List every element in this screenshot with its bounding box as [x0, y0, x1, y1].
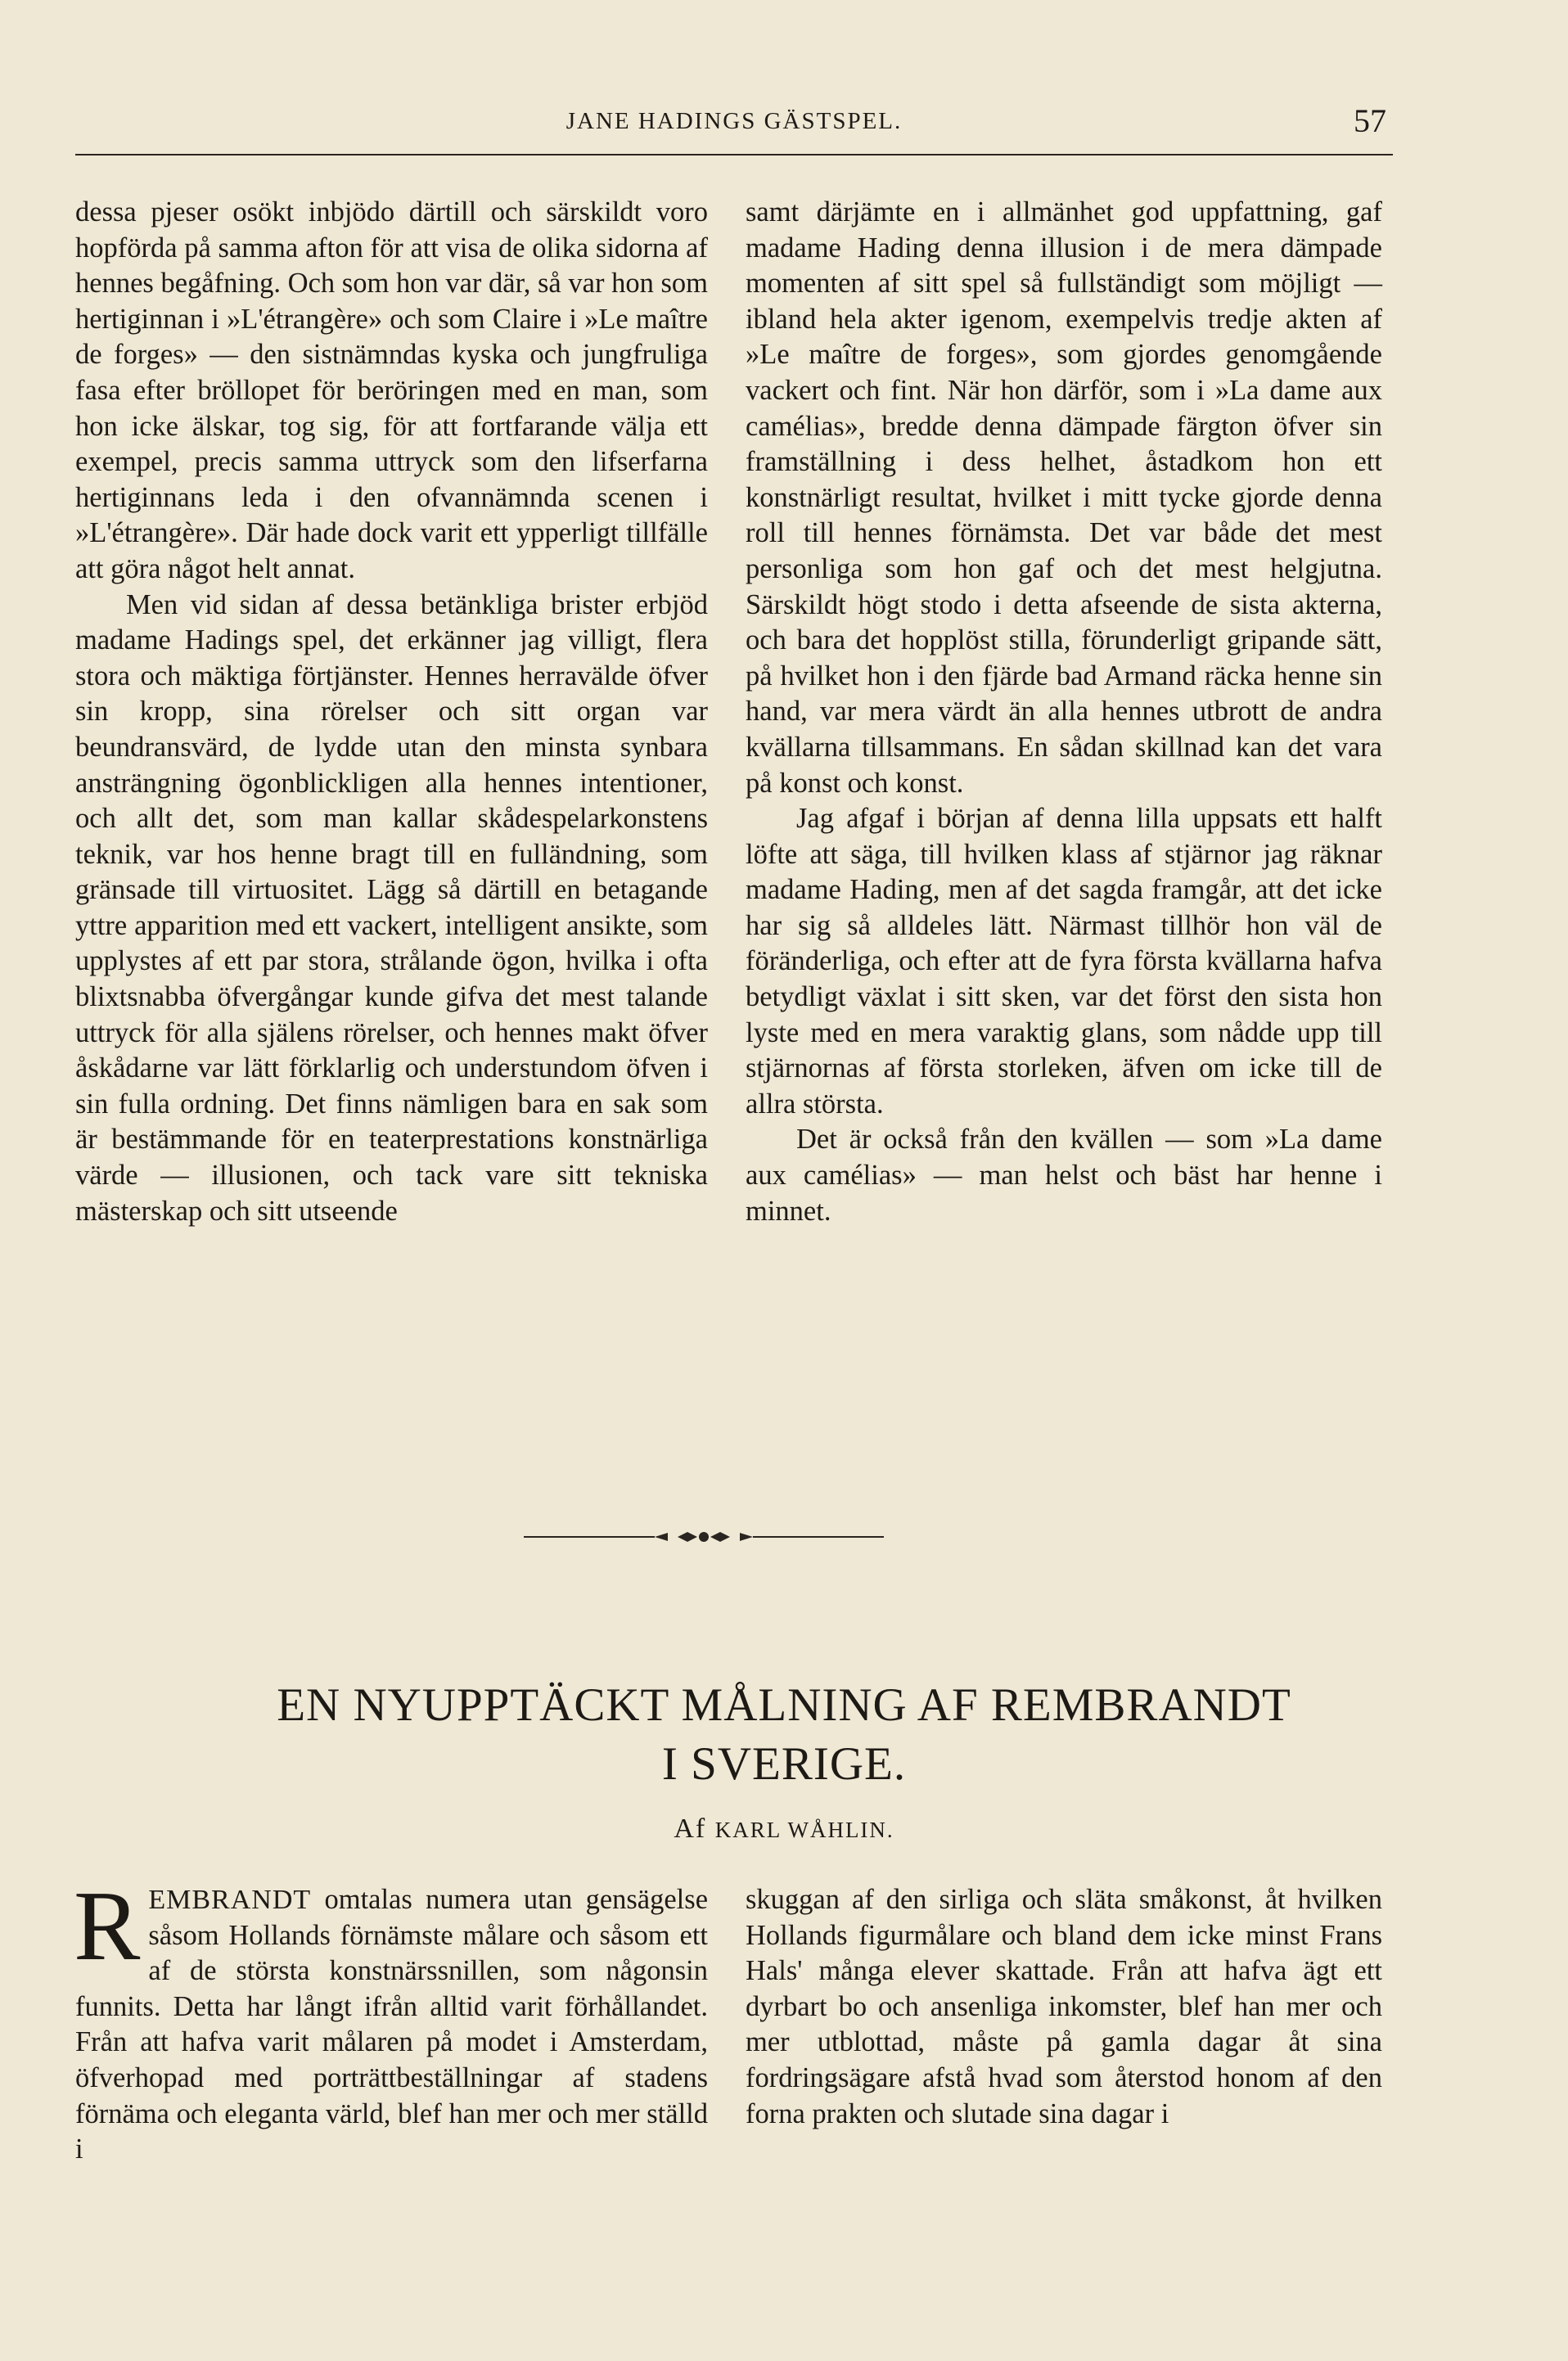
running-title: JANE HADINGS GÄSTSPEL.: [565, 108, 903, 134]
paragraph: samt därjämte en i allmänhet god uppfattning, gaf madame Hading denna illusion i de mera dämpade momenten af sitt spel så fullständigt som möjligt — ibland hela akter igenom, exempelvis tredje akten af »Le maître de forges», som gjordes genomgående vackert och fint. När hon därför, som i »La dame aux camélias», bredde denna dämpade färgton öfver sin framställning i dess helhet, åstadkom hon ett konstnärligt resultat, hvilket i mitt tycke gjorde denna roll till hennes förnämsta. Det var både det mest personliga som hon gaf och det mest helgjutna. Särskildt högt stodo i detta afseende de sista akterna, och bara det hopplöst stilla, förunderligt gripande sätt, på hvilket hon i den fjärde bad Armand räcka henne sin hand, var mera värdt än alla hennes utbrott de andra kvällarna tillsammans. En sådan skillnad kan det vara på konst och konst.: [746, 196, 1382, 799]
byline: [0, 1814, 1568, 1845]
section-divider-ornament: [524, 1529, 884, 1545]
page-number: 57: [1354, 102, 1386, 139]
lead-word: EMBRANDT: [148, 1885, 312, 1915]
drop-cap: R: [74, 1871, 141, 1981]
byline-name: KARL WÅHLIN.: [714, 1818, 894, 1842]
article-right-column: [746, 1882, 1382, 2132]
paragraph: Det är också från den kvällen — som »La dame aux camélias» — man helst och bäst har henne i minnet.: [746, 1124, 1382, 1227]
article-title-line-1: EN NYUPPTÄCKT MÅLNING AF REMBRANDT: [277, 1679, 1291, 1731]
article-left-text: omtalas numera utan gensägelse såsom Hollands förnämste målare och såsom ett af de största konstnärssnillen, som någonsin funnits. Detta har långt ifrån alltid varit förhållandet. Från att hafva varit målaren på modet i Amsterdam, öfverhopad med porträttbeställningar af stadens förnäma och eleganta värld, blef han mer och mer ställd i: [75, 1884, 709, 2165]
upper-left-column: [75, 195, 708, 1229]
byline-prefix: Af: [674, 1814, 707, 1844]
article-left-column: [74, 1871, 709, 2168]
upper-right-column: [746, 195, 1382, 1229]
paragraph: Men vid sidan af dessa betänkliga brister erbjöd madame Hadings spel, det erkänner jag villigt, flera stora och mäktiga förtjänster. Hennes herravälde öfver sin kropp, sina rörelser och sitt organ var beundransvärd, de lydde utan den minsta synbara ansträngning ögonblickligen alla hennes intentioner, och allt det, som man kallar skådespelarkonstens teknik, var hos henne bragt till en fulländning, som gränsade till virtuositet. Lägg så därtill en betagande yttre apparition med ett vackert, intelligent ansikte, som upplystes af ett par stora, strålande ögon, hvilka i ofta blixtsnabba öfvergångar kunde gifva det mest talande uttryck för alla själens rörelser, och hennes makt öfver åskådarne var lätt förklarlig och understundom öfven i sin fulla ordning. Det finns nämligen bara en sak som är bestämmande för en teaterprestations konstnärliga värde — illusionen, och tack vare sitt tekniska mästerskap och sitt utseende: [75, 588, 708, 1227]
paragraph: dessa pjeser osökt inbjödo därtill och särskildt voro hopförda på samma afton för att visa de olika sidorna af hennes begåfning. Och som hon var där, så var hon som hertiginnan i »L'étrangère» och som Claire i »Le maître de forges» — den sistnämndas kyska och jungfruliga fasa efter bröllopet för beröringen med en man, som hon icke älskar, tog sig, för att fortfarande välja ett exempel, precis samma uttryck som den lifserfarna hertiginnans leda i den ofvannämnda scenen i »L'étrangère». Där hade dock varit ett ypperligt tillfälle att göra något helt annat.: [75, 196, 708, 584]
article-right-text: skuggan af den sirliga och släta småkonst, åt hvilken Hollands figurmålare och bland dem icke minst Frans Hals' många elever skattade. Från att hafva ägt ett dyrbart bo och ansenliga inkomster, blef han mer och mer utblottad, måste på gamla dagar åt sina fordringsägare afstå hvad som återstod honom af den forna prakten och slutade sina dagar i: [746, 1884, 1382, 2129]
article-title: [0, 1676, 1568, 1794]
running-header: [75, 97, 1393, 155]
article-title-line-2: I SVERIGE.: [661, 1738, 907, 1790]
paragraph: Jag afgaf i början af denna lilla uppsats ett halft löfte att säga, till hvilken klass af stjärnor jag räknar madame Hading, men af det sagda framgår, att det icke har sig så alldeles lätt. Närmast tillhör hon väl de föränderliga, och efter att de fyra första kvällarna hafva betydligt växlat i sitt sken, var det först den sista hon lyste med en mera varaktig glans, som nådde upp till stjärnornas af första storleken, äfven om icke till de allra största.: [746, 803, 1382, 1120]
